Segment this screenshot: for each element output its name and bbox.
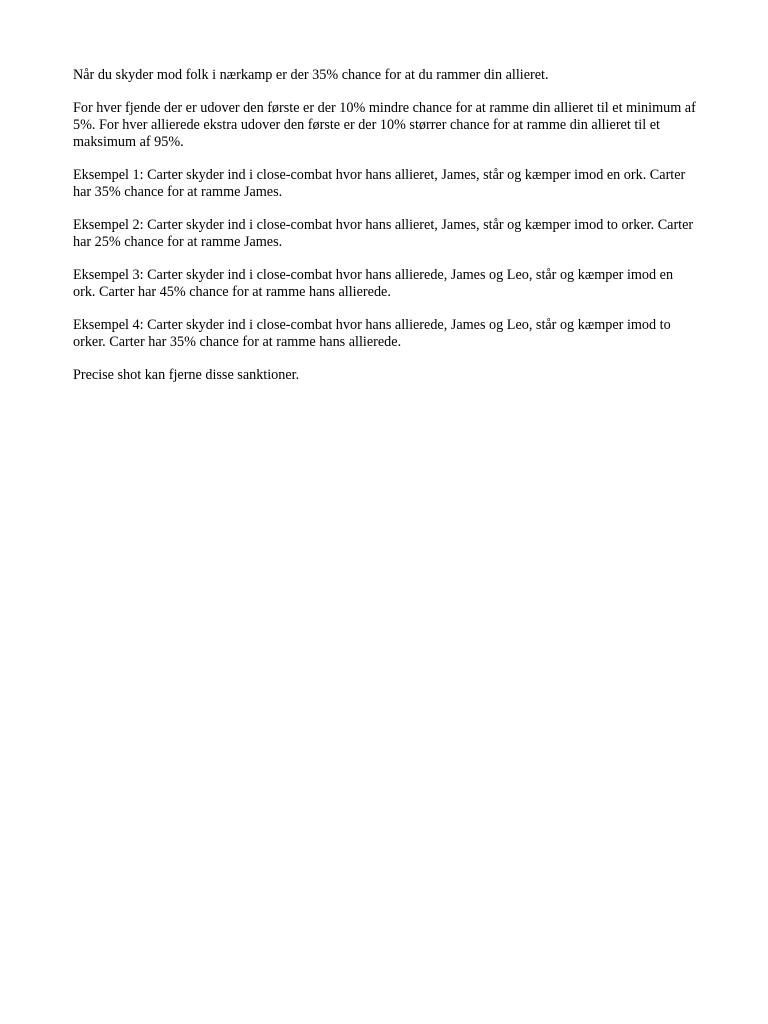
paragraph-precise-shot: Precise shot kan fjerne disse sanktioner. [73,367,300,383]
paragraph-intro: Når du skyder mod folk i nærkamp er der 35% chance for at du rammer din allieret. [73,67,549,83]
paragraph-example-4: Eksempel 4: Carter skyder ind i close-combat hvor hans allierede, James og Leo, står og kæmper imod to orker. Carter har 35% chance for at ramme hans allierede. [73,317,671,350]
document-page [73,67,698,400]
paragraph-example-2: Eksempel 2: Carter skyder ind i close-combat hvor hans allieret, James, står og kæmper imod to orker. Carter har 25% chance for at ramme James. [73,217,694,250]
paragraph-example-3: Eksempel 3: Carter skyder ind i close-combat hvor hans allierede, James og Leo, står og kæmper imod en ork. Carter har 45% chance for at ramme hans allierede. [73,267,674,300]
paragraph-modifiers: For hver fjende der er udover den første er der 10% mindre chance for at ramme din allieret til et minimum af 5%. For hver allierede ekstra udover den første er der 10% størrer chance for at ramme din allieret til et maksimum af 95%. [73,100,696,150]
paragraph-example-1: Eksempel 1: Carter skyder ind i close-combat hvor hans allieret, James, står og kæmper imod en ork. Carter har 35% chance for at ramme James. [73,167,686,200]
